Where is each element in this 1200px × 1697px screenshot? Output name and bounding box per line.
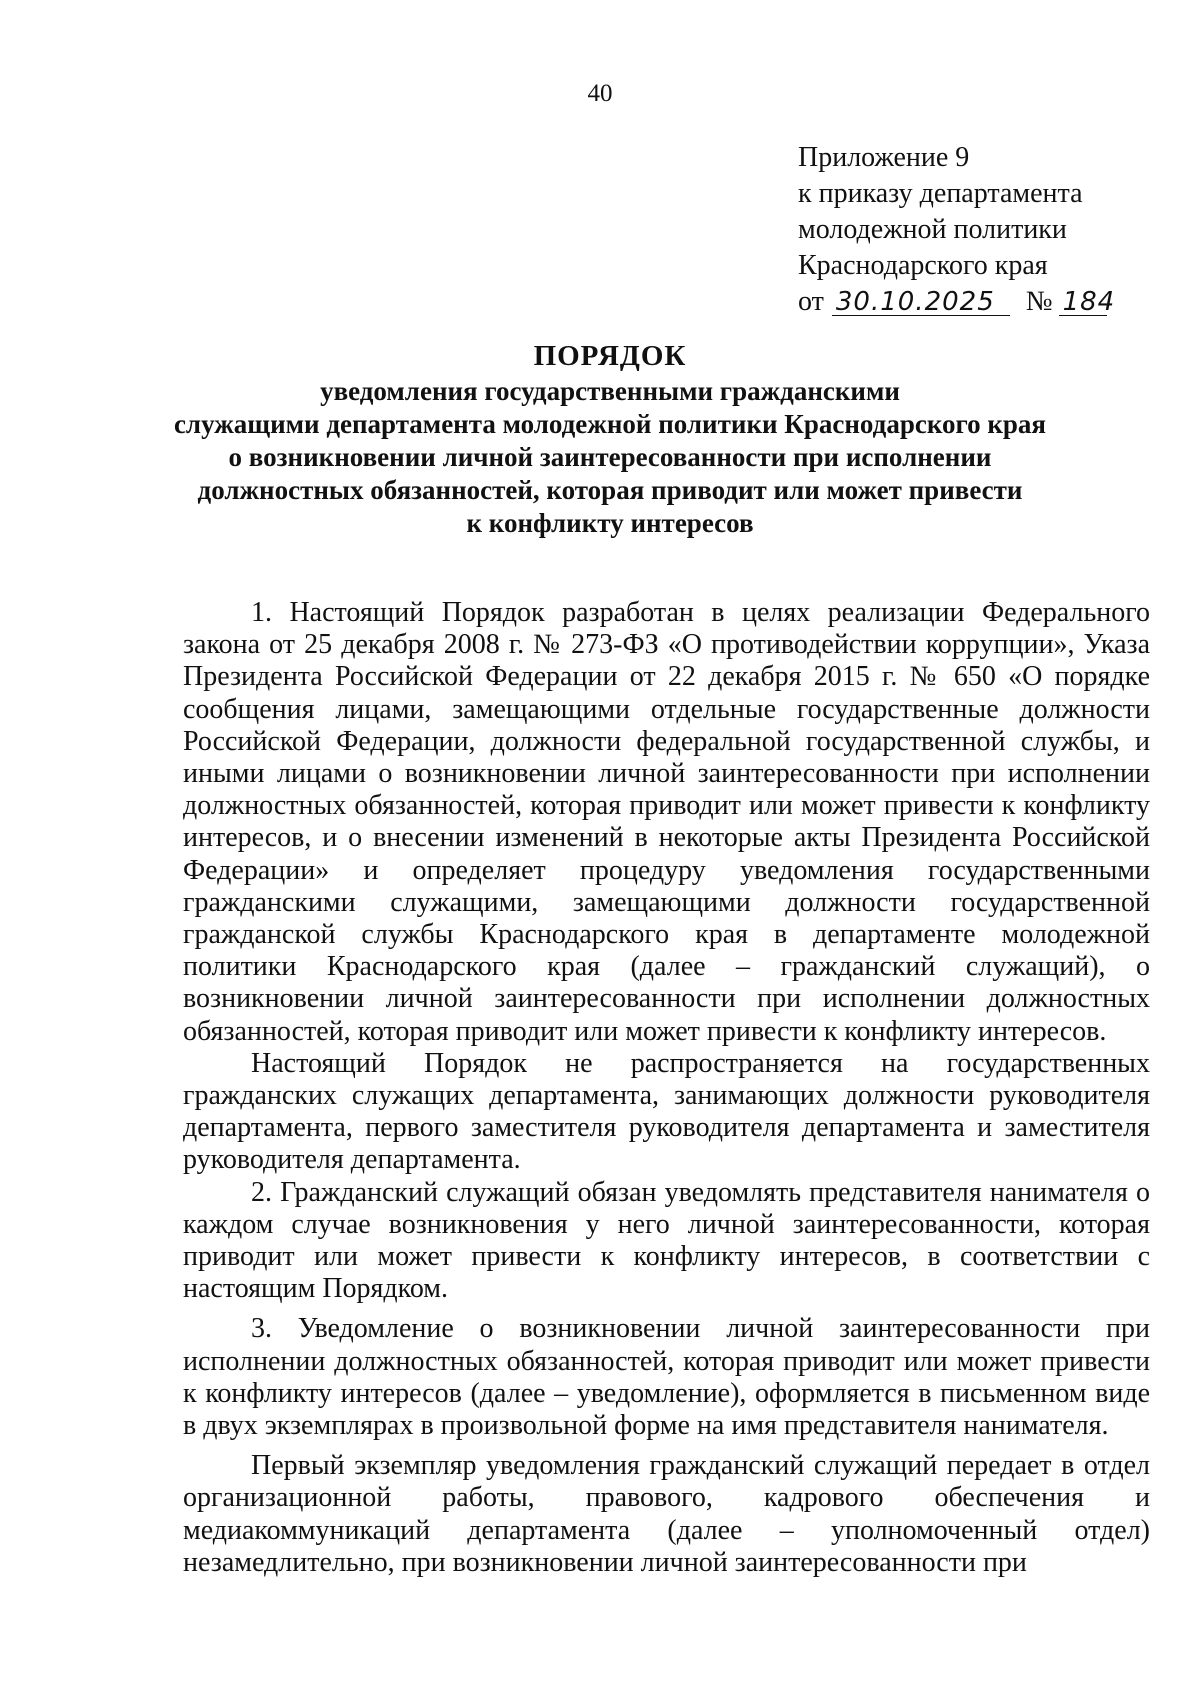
appendix-line: Краснодарского края (798, 250, 1048, 281)
title-subtitle-line: о возникновении личной заинтересованности при исполнении (228, 442, 992, 472)
handwritten-number: 184 (1059, 289, 1107, 316)
title-subtitle-line: к конфликту интересов (466, 508, 754, 538)
title-subtitle-line: должностных обязанностей, которая приводит или может привести (197, 475, 1023, 505)
page-number: 40 (587, 80, 613, 107)
title-main: ПОРЯДОК (533, 340, 687, 372)
order-date-number-line (798, 284, 1116, 320)
handwritten-date: 30.10.2025 (832, 289, 1010, 316)
document-body (183, 597, 1150, 1579)
number-label: № (1025, 286, 1053, 317)
paragraph-3-continued: Первый экземпляр уведомления гражданский служащий передает в отдел организационной работы, правового, кадрового обеспечения и медиакоммуникаций департамента (далее – уполномоченный отдел) незамедлительно, при возникновении личной заинтересованности при (183, 1450, 1150, 1578)
title-subtitle-line: служащими департамента молодежной политики Краснодарского края (173, 409, 1047, 439)
paragraph-3: 3. Уведомление о возникновении личной заинтересованности при исполнении должностных обязанностей, которая приводит или может привести к конфликту интересов (далее – уведомление), оформляется в письменном виде в двух экземплярах в произвольной форме на имя представителя нанимателя. (183, 1313, 1150, 1442)
appendix-line: к приказу департамента (798, 178, 1083, 209)
appendix-line: молодежной политики (798, 214, 1067, 245)
title-subtitle-line: уведомления государственными гражданскими (320, 376, 900, 406)
paragraph-1-continued: Настоящий Порядок не распространяется на государственных гражданских служащих департамента, занимающих должности руководителя департамента, первого заместителя руководителя департамента и заместителя руководителя департамента. (183, 1047, 1150, 1176)
date-prefix: от (798, 286, 824, 317)
appendix-line: Приложение 9 (798, 142, 970, 173)
appendix-block (798, 140, 1116, 320)
paragraph-1: 1. Настоящий Порядок разработан в целях реализации Федерального закона от 25 декабря 2008 г. № 273-ФЗ «О противодействии коррупции», Указа Президента Российской Федерации от 22 декабря 2015 г. № 650 «О порядке сообщения лицами, замещающими отдельные государственные должности Российской Федерации, должности федеральной государственной службы, и иными лицами о возникновении личной заинтересованности при исполнении должностных обязанностей, которая приводит или может привести к конфликту интересов, и о внесении изменений в некоторые акты Президента Российской Федерации» и определяет процедуру уведомления государственными гражданскими служащими, замещающими должности государственной гражданской службы Краснодарского края в департаменте молодежной политики Краснодарского края (далее – гражданский служащий), о возникновении личной заинтересованности при исполнении должностных обязанностей, которая приводит или может привести к конфликту интересов. (183, 597, 1150, 1047)
paragraph-2: 2. Гражданский служащий обязан уведомлять представителя нанимателя о каждом случае возникновения у него личной заинтересованности, которая приводит или может привести к конфликту интересов, в соответствии с настоящим Порядком. (183, 1176, 1150, 1305)
document-title (150, 337, 1070, 540)
